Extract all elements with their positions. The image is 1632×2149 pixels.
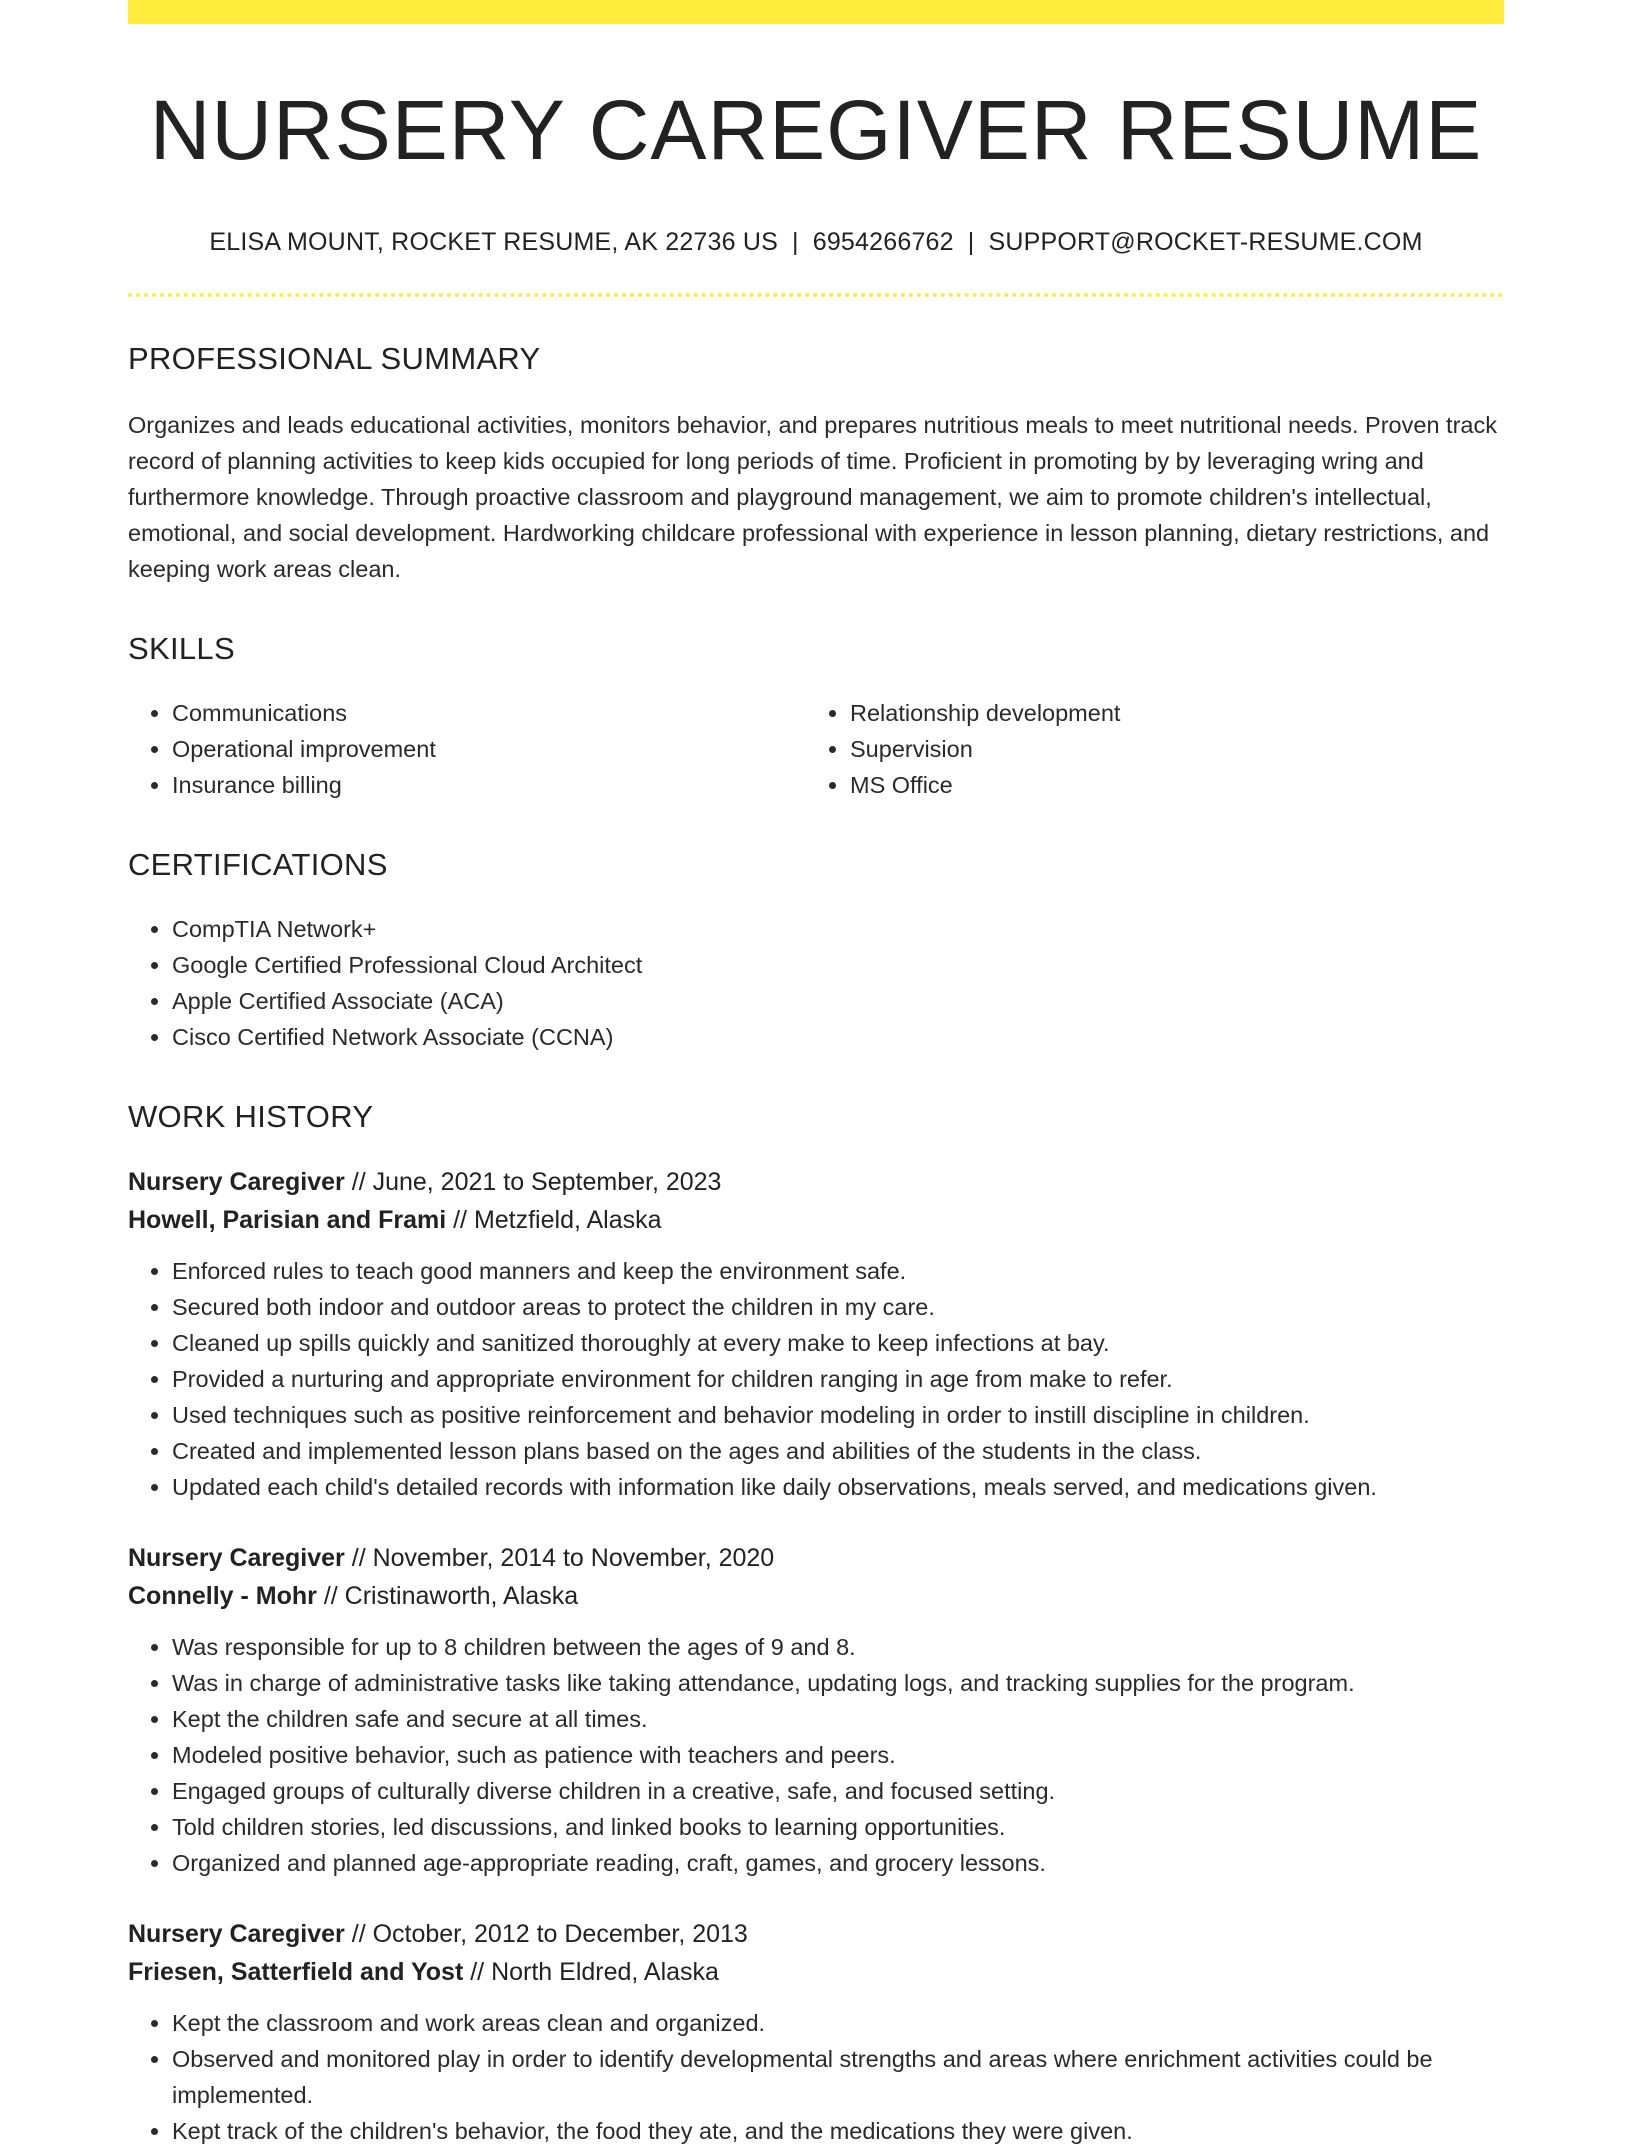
certification-item: • Apple Certified Associate (ACA): [172, 983, 1504, 1019]
job-entry: [128, 1539, 1504, 1881]
job-bullet: • Cleaned up spills quickly and sanitized thoroughly at every make to keep infections at bay.: [172, 1325, 1504, 1361]
top-accent-bar: [128, 0, 1504, 24]
certification-item: • Google Certified Professional Cloud Architect: [172, 947, 1504, 983]
summary-heading: PROFESSIONAL SUMMARY: [128, 341, 541, 377]
job-bullet: • Was in charge of administrative tasks like taking attendance, updating logs, and tracking supplies for the program.: [172, 1665, 1504, 1701]
job-bullets: [128, 2005, 1504, 2149]
job-location: // Cristinaworth, Alaska: [316, 1582, 579, 1611]
skills-column-left: [128, 695, 806, 803]
skill-item: • Supervision: [850, 731, 1484, 767]
job-company-line: [128, 1953, 1504, 1991]
contact-phone: 6954266762: [812, 228, 954, 257]
job-bullet: • Updated each child's detailed records with information like daily observations, meals served, and medications given.: [172, 1469, 1504, 1505]
job-company: Howell, Parisian and Frami: [128, 1206, 447, 1235]
job-company: Friesen, Satterfield and Yost: [128, 1958, 464, 1987]
certification-item: • Cisco Certified Network Associate (CCNA): [172, 1019, 1504, 1055]
job-company-line: [128, 1577, 1504, 1615]
job-dates: // November, 2014 to November, 2020: [344, 1544, 775, 1573]
summary-text: Organizes and leads educational activities, monitors behavior, and prepares nutritious meals to meet nutritional needs. Proven track record of planning activities to keep kids occupied for long periods of time. Proficient in promoting by by leveraging wring and furthermore knowledge. Through proactive classroom and playground management, we aim to promote children's intellectual, emotional, and social development. Hardworking childcare professional with experience in lesson planning, dietary restrictions, and keeping work areas clean.: [128, 412, 1497, 583]
dotted-divider: [128, 293, 1504, 297]
job-entry: [128, 1163, 1504, 1505]
job-bullet: • Provided a nurturing and appropriate environment for children ranging in age from make to refer.: [172, 1361, 1504, 1397]
page-title: NURSERY CAREGIVER RESUME: [149, 83, 1483, 177]
certifications-list: [128, 911, 1504, 1055]
job-title: Nursery Caregiver: [128, 1920, 345, 1949]
job-bullet: • Kept the children safe and secure at all times.: [172, 1701, 1504, 1737]
job-bullet: • Organized and planned age-appropriate reading, craft, games, and grocery lessons.: [172, 1845, 1504, 1881]
job-title: Nursery Caregiver: [128, 1544, 345, 1573]
job-bullet: • Secured both indoor and outdoor areas to protect the children in my care.: [172, 1289, 1504, 1325]
job-bullets: [128, 1629, 1504, 1881]
job-bullet: • Was responsible for up to 8 children between the ages of 9 and 8.: [172, 1629, 1504, 1665]
contact-line: [128, 228, 1504, 257]
job-location: // Metzfield, Alaska: [446, 1206, 662, 1235]
job-bullet: • Observed and monitored play in order to identify developmental strengths and areas where enrichment activities could be implemented.: [172, 2041, 1504, 2113]
job-dates: // October, 2012 to December, 2013: [344, 1920, 748, 1949]
job-bullet: • Kept track of the children's behavior, the food they ate, and the medications they were given.: [172, 2113, 1504, 2149]
job-bullet: • Created and implemented lesson plans based on the ages and abilities of the students in the class.: [172, 1433, 1504, 1469]
job-title-line: [128, 1915, 1504, 1953]
certifications-heading: CERTIFICATIONS: [128, 847, 388, 883]
work-history-heading: WORK HISTORY: [128, 1099, 374, 1135]
skill-item: • MS Office: [850, 767, 1484, 803]
contact-address: ELISA MOUNT, ROCKET RESUME, AK 22736 US: [209, 228, 779, 257]
contact-email: SUPPORT@ROCKET-RESUME.COM: [988, 228, 1423, 257]
skills-column-right: [806, 695, 1484, 803]
job-bullet: • Used techniques such as positive reinforcement and behavior modeling in order to instill discipline in children.: [172, 1397, 1504, 1433]
job-bullet: • Modeled positive behavior, such as patience with teachers and peers.: [172, 1737, 1504, 1773]
skill-item: • Insurance billing: [172, 767, 806, 803]
job-bullets: [128, 1253, 1504, 1505]
job-bullet: • Enforced rules to teach good manners and keep the environment safe.: [172, 1253, 1504, 1289]
job-company: Connelly - Mohr: [128, 1582, 317, 1611]
job-location: // North Eldred, Alaska: [463, 1958, 719, 1987]
job-title-line: [128, 1163, 1504, 1201]
job-entry: [128, 1915, 1504, 2149]
job-bullet: • Told children stories, led discussions, and linked books to learning opportunities.: [172, 1809, 1504, 1845]
skills-list: [128, 695, 1504, 803]
certification-item: • CompTIA Network+: [172, 911, 1504, 947]
contact-separator: |: [967, 228, 975, 257]
job-title: Nursery Caregiver: [128, 1168, 345, 1197]
contact-separator: |: [792, 228, 799, 257]
skill-item: • Communications: [172, 695, 806, 731]
job-title-line: [128, 1539, 1504, 1577]
job-dates: // June, 2021 to September, 2023: [344, 1168, 722, 1197]
resume-page: [128, 0, 1504, 2149]
skill-item: • Relationship development: [850, 695, 1484, 731]
job-company-line: [128, 1201, 1504, 1239]
job-bullet: • Kept the classroom and work areas clean and organized.: [172, 2005, 1504, 2041]
skills-heading: SKILLS: [128, 631, 235, 667]
job-bullet: • Engaged groups of culturally diverse children in a creative, safe, and focused setting.: [172, 1773, 1504, 1809]
skill-item: • Operational improvement: [172, 731, 806, 767]
